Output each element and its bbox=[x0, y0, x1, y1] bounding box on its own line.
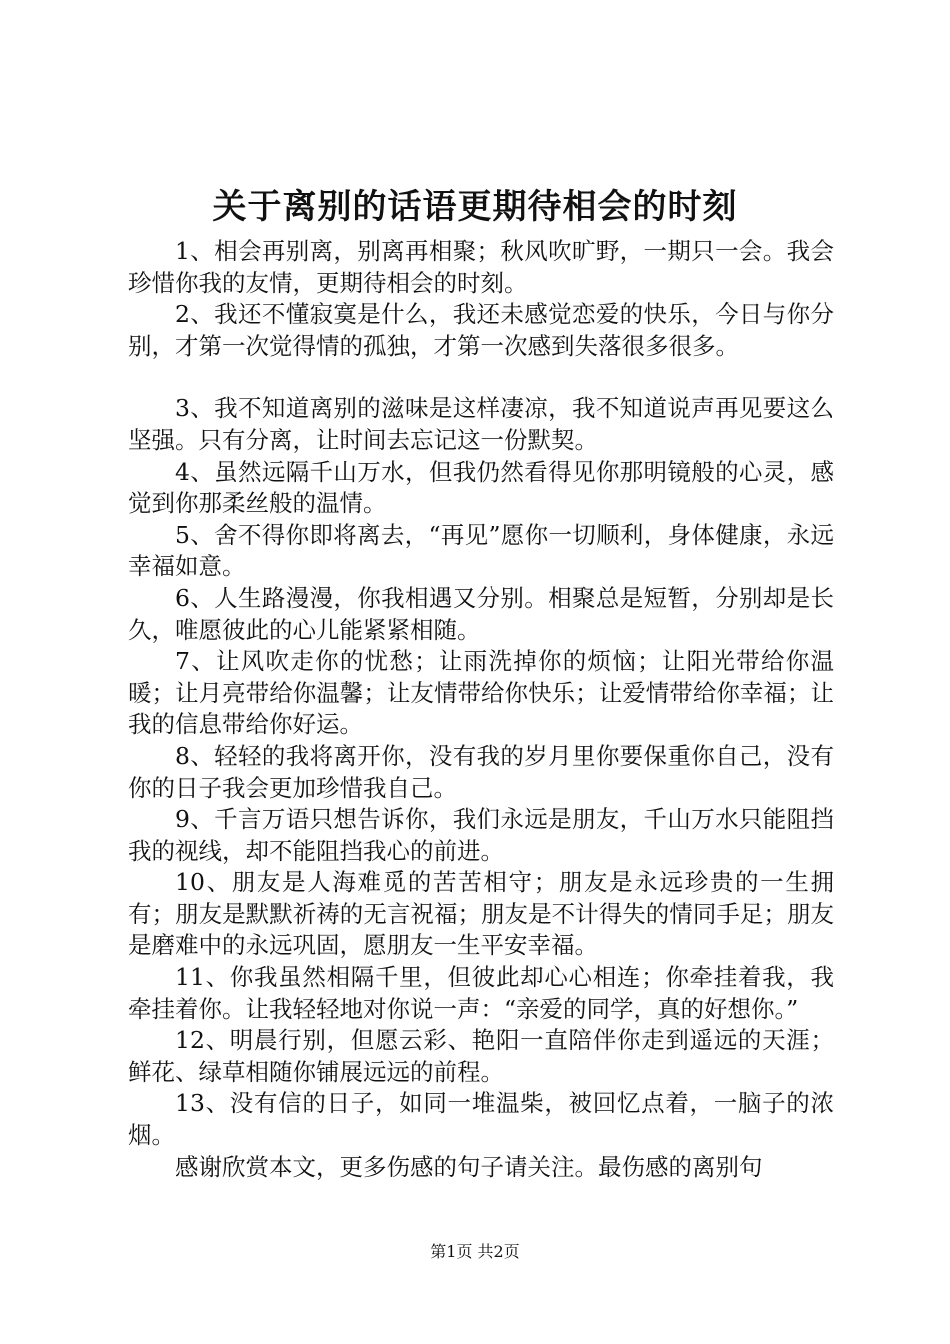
document-title: 关于离别的话语更期待相会的时刻 bbox=[212, 187, 738, 227]
paragraph-9: 9、千言万语只想告诉你，我们永远是朋友，千山万水只能阻挡我的视线，却不能阻挡我心的前进。 bbox=[128, 805, 834, 865]
paragraph-2: 2、我还不懂寂寞是什么，我还未感觉恋爱的快乐，今日与你分别，才第一次觉得情的孤独，才第一次感到失落很多很多。 bbox=[128, 300, 834, 360]
paragraph-13: 13、没有信的日子，如同一堆温柴，被回忆点着，一脑子的浓烟。 bbox=[128, 1089, 834, 1150]
paragraph-7: 7、让风吹走你的忧愁；让雨洗掉你的烦恼；让阳光带给你温暖；让月亮带给你温馨；让友情带给你快乐；让爱情带给你幸福；让我的信息带给你好运。 bbox=[128, 647, 834, 739]
paragraph-3: 3、我不知道离别的滋味是这样凄凉，我不知道说声再见要这么坚强。只有分离，让时间去忘记这一份默契。 bbox=[128, 394, 834, 454]
paragraph-12: 12、明晨行别，但愿云彩、艳阳一直陪伴你走到遥远的天涯；鲜花、绿草相随你铺展远远的前程。 bbox=[128, 1026, 834, 1086]
paragraph-1: 1、相会再别离，别离再相聚；秋风吹旷野，一期只一会。我会珍惜你我的友情，更期待相会的时刻。 bbox=[128, 237, 834, 297]
closing-note: 感谢欣赏本文，更多伤感的句子请关注。最伤感的离别句 bbox=[175, 1152, 763, 1181]
paragraph-4: 4、虽然远隔千山万水，但我仍然看得见你那明镜般的心灵，感觉到你那柔丝般的温情。 bbox=[128, 457, 834, 518]
document-body bbox=[128, 236, 834, 1183]
paragraph-8: 8、轻轻的我将离开你，没有我的岁月里你要保重你自己，没有你的日子我会更加珍惜我自己。 bbox=[128, 741, 834, 802]
paragraph-10: 10、朋友是人海难觅的苦苦相守；朋友是永远珍贵的一生拥有；朋友是默默祈祷的无言祝福；朋友是不计得失的情同手足；朋友是磨难中的永远巩固，愿朋友一生平安幸福。 bbox=[128, 868, 834, 960]
paragraph-5: 5、舍不得你即将离去，“再见”愿你一切顺利，身体健康，永远幸福如意。 bbox=[128, 520, 834, 581]
paragraph-6: 6、人生路漫漫，你我相遇又分别。相聚总是短暂，分别却是长久，唯愿彼此的心儿能紧紧相随。 bbox=[128, 583, 834, 644]
paragraph-11: 11、你我虽然相隔千里，但彼此却心心相连；你牵挂着我，我牵挂着你。让我轻轻地对你说一声：“亲爱的同学，真的好想你。” bbox=[128, 963, 834, 1023]
page-number-footer: 第1页 共2页 bbox=[430, 1242, 520, 1261]
